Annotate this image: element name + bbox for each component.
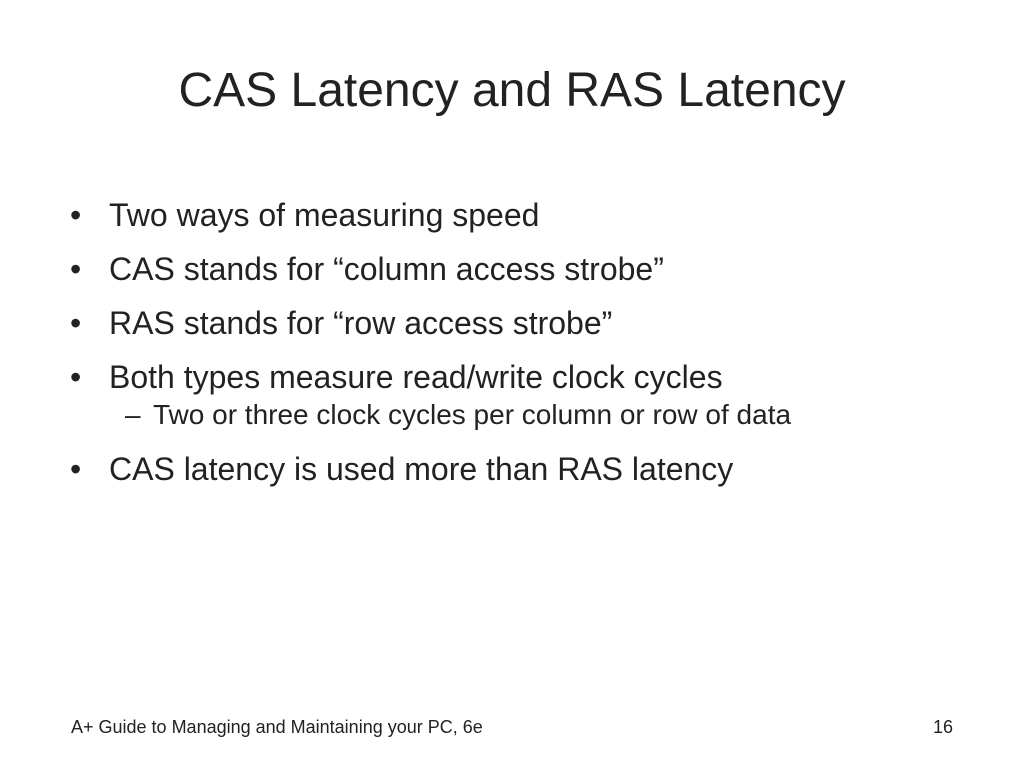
- bullet-text: CAS latency is used more than RAS latency: [109, 451, 734, 487]
- sub-bullet-item: [70, 399, 970, 431]
- bullet-text: CAS stands for “column access strobe”: [109, 251, 664, 287]
- bullet-text: Two ways of measuring speed: [109, 197, 540, 233]
- footer-title: A+ Guide to Managing and Maintaining your PC, 6e: [71, 717, 483, 737]
- sub-bullet-text: Two or three clock cycles per column or row of data: [153, 399, 792, 430]
- bullet-item: [70, 303, 970, 343]
- bullet-marker: •: [70, 197, 82, 233]
- slide-title: CAS Latency and RAS Latency: [178, 64, 846, 117]
- bullet-item: [70, 195, 970, 235]
- bullet-list: [70, 195, 970, 503]
- bullet-item: [70, 249, 970, 289]
- bullet-item: [70, 449, 970, 489]
- page-number: 16: [932, 717, 953, 737]
- bullet-marker: •: [70, 251, 82, 287]
- bullet-item: [70, 357, 970, 397]
- bullet-text: RAS stands for “row access strobe”: [109, 305, 613, 341]
- bullet-marker: •: [70, 305, 82, 341]
- bullet-text: Both types measure read/write clock cycles: [109, 359, 723, 395]
- sub-bullet-marker: –: [125, 399, 141, 430]
- bullet-marker: •: [70, 359, 82, 395]
- bullet-marker: •: [70, 451, 82, 487]
